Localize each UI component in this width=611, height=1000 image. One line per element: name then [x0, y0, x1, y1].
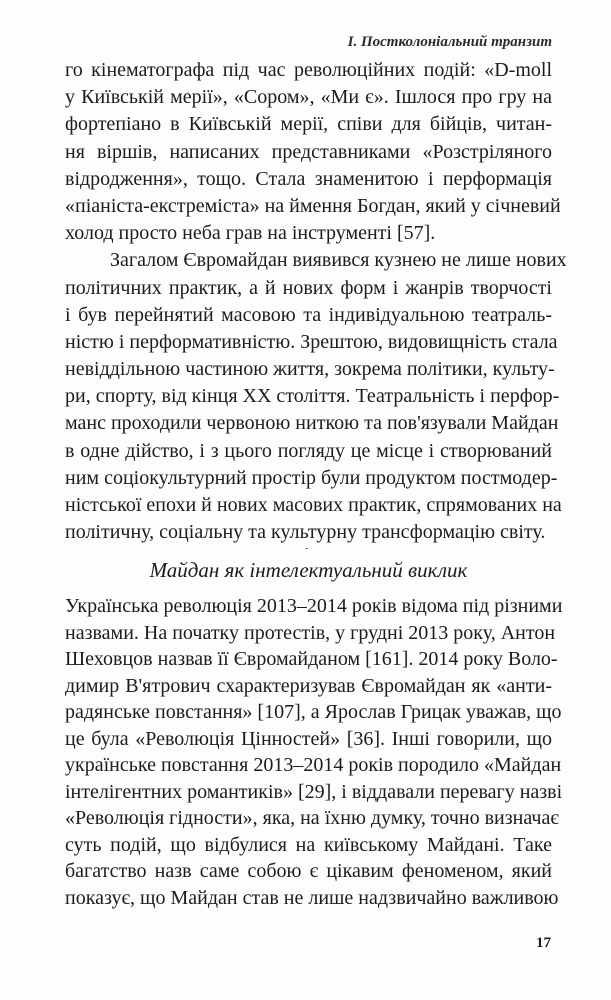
- text-line: політичних практик, а й нових форм і жанрів творчості: [65, 276, 552, 299]
- text-line: Загалом Євромайдан виявився кузнею не лише нових: [110, 249, 567, 272]
- paragraph: [65, 57, 561, 247]
- text-line: ня віршів, написаних представниками «Розстріляного: [65, 140, 552, 163]
- text-line: невіддільною частиною життя, зокрема політики, культу-: [65, 358, 555, 381]
- text-line: димир В'ятрович схарактеризував Євромайдан як «анти-: [65, 674, 552, 697]
- text-line: Шеховцов назвав її Євромайданом [161]. 2014 року Воло-: [65, 648, 558, 670]
- text-line: холод просто неба грав на інструменті [57].: [65, 222, 436, 245]
- text-line: «Революція гідности», яка, на їхню думку, точно визначає: [65, 807, 559, 829]
- text-line: інтелігентних романтиків» [29], і віддавали перевагу назві: [65, 780, 563, 803]
- text-line: відродження», тощо. Стала знаменитою і перформація: [65, 167, 552, 190]
- text-line: це була «Революція Цінностей» [36]. Інші говорили, що: [65, 727, 552, 750]
- text-line: фортепіано в Київській мерії, співи для бійців, читан-: [65, 113, 552, 136]
- page-number: 17: [536, 935, 551, 951]
- text-line: назвами. На початку протестів, у грудні 2013 року, Антон: [65, 621, 556, 644]
- paragraph: [65, 247, 567, 546]
- text-line: радянське повстання» [107], а Ярослав Грицак уважав, що: [65, 701, 562, 723]
- section-heading: Майдан як інтелектуальний виклик: [149, 558, 468, 582]
- text-line: і був перейнятий масовою та індивідуальною театраль-: [65, 303, 552, 326]
- text-line: ним соціокультурний простір були продуктом постмодер-: [65, 466, 558, 489]
- text-line: ри, спорту, від кінця XX століття. Театральність і перфор-: [65, 385, 560, 408]
- text-line: ністю і перформативністю. Зрештою, видовищність стала: [65, 330, 558, 353]
- text-line: в одне дійство, і з цього погляду це місце і створюваний: [65, 439, 552, 462]
- running-header: I. Постколоніальний транзит: [347, 34, 552, 50]
- text-line: Українська революція 2013–2014 років відома під різними: [65, 595, 563, 617]
- text-line: політичну, соціальну та культурну трансформацію світу.: [65, 521, 546, 544]
- text-line: манс проходили червоною ниткою та пов'язували Майдан: [65, 412, 559, 435]
- print-mark: [305, 548, 308, 549]
- text-line: суть подій, що відбулися на київському Майдані. Таке: [65, 833, 552, 856]
- text-line: у Київській мерії», «Сором», «Ми є». Ішлося про гру на: [65, 86, 552, 109]
- text-line: багатство назв саме собою є цікавим феноменом, який: [65, 860, 552, 882]
- text-line: го кінематографа під час революційних подій: «D-moll: [65, 59, 552, 81]
- body-text-before-heading: [65, 57, 567, 546]
- text-line: ністської епохи й нових масових практик, спрямованих на: [65, 494, 562, 516]
- body-text-after-heading: [65, 593, 563, 911]
- paragraph: [65, 593, 563, 911]
- text-line: показує, що Майдан став не лише надзвичайно важливою: [65, 886, 559, 909]
- text-line: українське повстання 2013–2014 років породило «Майдан: [65, 754, 562, 776]
- text-line: «піаніста-екстреміста» на ймення Богдан, який у січневий: [65, 194, 561, 217]
